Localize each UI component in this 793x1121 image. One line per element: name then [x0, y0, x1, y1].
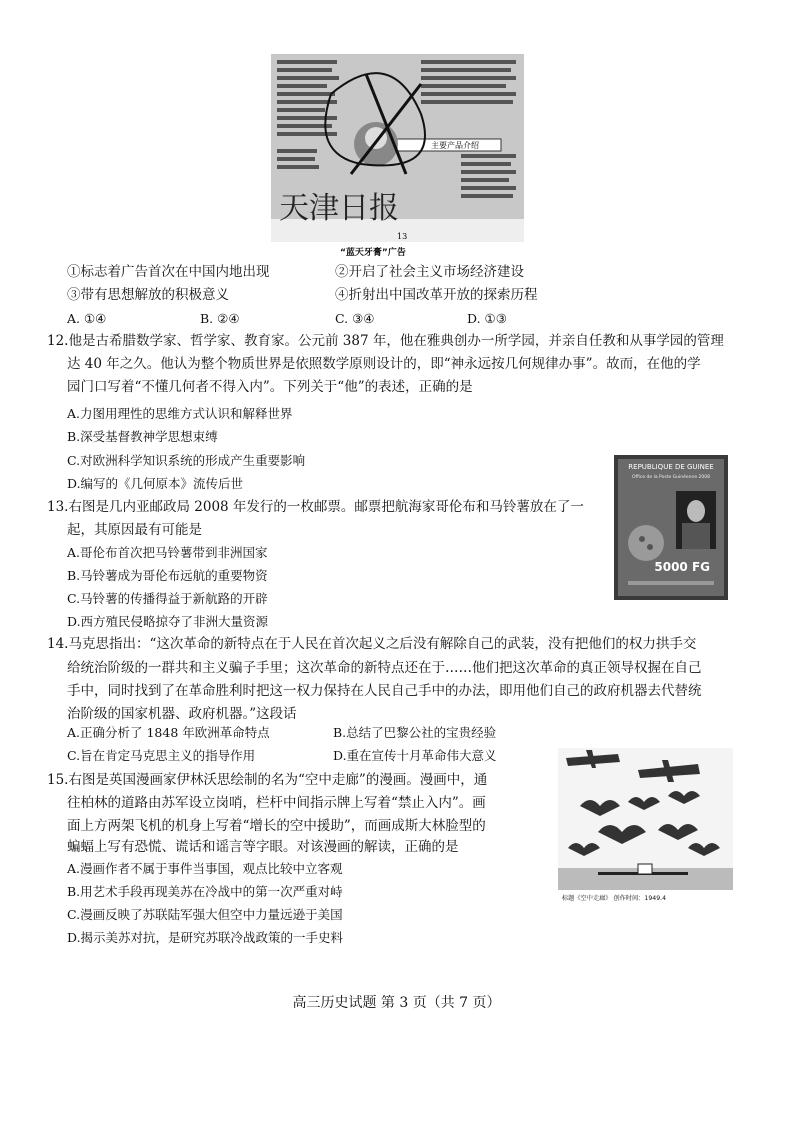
- cartoon-caption: 标题《空中走廊》 创作时间：1949.4: [562, 895, 667, 902]
- air-corridor-cartoon-image: [558, 748, 733, 903]
- inner-heading-text: 主要产品介绍: [431, 141, 479, 150]
- q14-option-c: C.旨在肯定马克思主义的指导作用: [67, 748, 256, 763]
- q14-stem-line3: 手中，同时找到了在革命胜利时把这一权力保持在人民自己手中的办法，即用他们自己的政府机器去代替统: [67, 683, 702, 699]
- page-footer: 高三历史试题 第 3 页（共 7 页）: [292, 995, 501, 1011]
- q15-option-a: A.漫画作者不属于事件当事国，观点比较中立客观: [67, 861, 343, 876]
- q11-option-2: ②开启了社会主义市场经济建设: [335, 264, 524, 280]
- newspaper-ad-image: [271, 54, 524, 242]
- q15-option-c: C.漫画反映了苏联陆军强大但空中力量远逊于美国: [67, 907, 343, 922]
- q12-stem-line1: 12.他是古希腊数学家、哲学家、教育家。公元前 387 年，他在雅典创办一所学园，并亲自任教和从事学园的管理: [47, 333, 724, 349]
- q14-stem-line4: 治阶级的国家机器、政府机器。”这段话: [67, 706, 297, 722]
- stamp-illustration: [614, 455, 728, 600]
- q13-option-c: C.马铃薯的传播得益于新航路的开辟: [67, 591, 268, 606]
- q12-option-a: A.力图用理性的思维方式认识和解释世界: [67, 406, 293, 421]
- q14-option-b: B.总结了巴黎公社的宝贵经验: [333, 725, 497, 740]
- q11-option-1: ①标志着广告首次在中国内地出现: [67, 264, 270, 280]
- q12-option-d: D.编写的《几何原本》流传后世: [67, 476, 244, 491]
- page-number-text: 13: [397, 232, 408, 241]
- q15-option-d: D.揭示美苏对抗，是研究苏联冷战政策的一手史料: [67, 930, 344, 945]
- q15-stem-line1: 15.右图是英国漫画家伊林沃思绘制的名为“空中走廊”的漫画。漫画中，通: [47, 772, 488, 788]
- q14-stem-line1: 14.马克思指出：“这次革命的新特点在于人民在首次起义之后没有解除自己的武装，没有把他们的权力拱手交: [47, 636, 697, 652]
- q15-stem-line4: 蝙蝠上写有恐慌、谎话和谣言等字眼。对该漫画的解读，正确的是: [67, 839, 459, 855]
- q11-choice-c: C. ③④: [335, 311, 375, 326]
- q14-stem-line2: 给统治阶级的一群共和主义骗子手里；这次革命的新特点还在于……他们把这次革命的真正领导权握在自己: [67, 660, 702, 676]
- q13-option-d: D.西方殖民侵略掠夺了非洲大量资源: [67, 614, 269, 629]
- q11-option-4: ④折射出中国改革开放的探索历程: [335, 287, 538, 303]
- stamp-office: Office de la Poste Guinéenne 2008: [631, 475, 711, 480]
- guinea-stamp-image: [614, 455, 728, 600]
- q14-option-d: D.重在宣传十月革命伟大意义: [333, 748, 497, 763]
- q11-choice-b: B. ②④: [200, 311, 240, 326]
- q15-stem-line3: 面上方两架飞机的机身上写着“增长的空中援助”，而画成斯大林脸型的: [67, 818, 486, 834]
- q13-option-a: A.哥伦布首次把马铃薯带到非洲国家: [67, 545, 268, 560]
- q12-option-b: B.深受基督教神学思想束缚: [67, 429, 218, 444]
- q15-stem-line2: 往柏林的道路由苏军设立岗哨，栏杆中间指示牌上写着“禁止入内”。画: [67, 795, 486, 811]
- q12-option-c: C.对欧洲科学知识系统的形成产生重要影响: [67, 453, 306, 468]
- q12-stem-line2: 达 40 年之久。他认为整个物质世界是依照数学原则设计的，即“神永远按几何规律办事”。故而，在他的学: [67, 356, 701, 372]
- q13-stem-line1: 13.右图是几内亚邮政局 2008 年发行的一枚邮票。邮票把航海家哥伦布和马铃薯放在了一: [47, 499, 584, 515]
- q14-option-a: A.正确分析了 1848 年欧洲革命特点: [67, 725, 270, 740]
- q11-choice-a: A. ①④: [67, 311, 107, 326]
- q15-option-b: B.用艺术手段再现美苏在冷战中的第一次严重对峙: [67, 884, 343, 899]
- newspaper-illustration: [271, 54, 524, 242]
- cartoon-illustration: [558, 748, 733, 903]
- q13-stem-line2: 起，其原因最有可能是: [67, 522, 202, 538]
- q11-choice-d: D. ①③: [467, 311, 507, 326]
- masthead-text: 天津日报: [279, 191, 399, 226]
- stamp-country: REPUBLIQUE DE GUINEE: [628, 463, 714, 471]
- stamp-value: 5000 FG: [654, 560, 710, 574]
- q12-stem-line3: 园门口写着“不懂几何者不得入内”。下列关于“他”的表述，正确的是: [67, 379, 473, 395]
- q13-option-b: B.马铃薯成为哥伦布远航的重要物资: [67, 568, 268, 583]
- q11-option-3: ③带有思想解放的积极意义: [67, 287, 229, 303]
- newspaper-caption: “蓝天牙膏”广告: [340, 248, 406, 258]
